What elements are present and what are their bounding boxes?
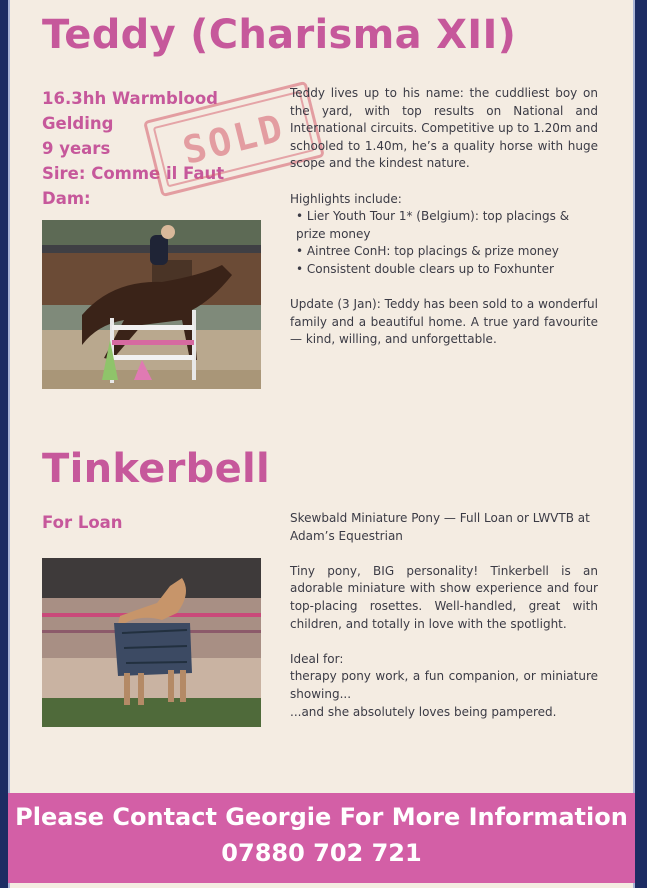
- fact-dam: Dam:: [42, 189, 91, 208]
- fact-sex: Gelding: [42, 114, 114, 133]
- ideal-heading: Ideal for:: [290, 651, 344, 666]
- contact-text: Please Contact Georgie For More Information: [15, 803, 628, 831]
- highlights-heading: Highlights include:: [290, 191, 402, 206]
- list-item: • Lier Youth Tour 1* (Belgium): top placings & prize money: [290, 208, 598, 243]
- ideal-list: therapy pony work, a fun companion, or miniature showing...: [290, 669, 598, 701]
- horse1-description: [290, 85, 598, 367]
- fact-sire: Sire: Comme il Faut: [42, 164, 225, 183]
- horse2-status: For Loan: [42, 513, 123, 532]
- horse1-intro: Teddy lives up to his name: the cuddliest boy on the yard, with top results on National and International circuits. Competitive up to 1.20m and schooled to 1.40m, he’s a quality horse with huge scope and the kindest nature.: [290, 86, 598, 171]
- horse2-description: [290, 510, 598, 739]
- sold-stamp-text: SOLD: [178, 105, 290, 173]
- horse2-pony-photo: [42, 558, 261, 727]
- highlights-list: [290, 208, 598, 278]
- horse2-summary: Skewbald Miniature Pony — Full Loan or LWVTB at Adam’s Equestrian: [290, 511, 590, 543]
- horse1-jumping-photo: [42, 220, 261, 389]
- list-item: • Consistent double clears up to Foxhunter: [290, 261, 598, 279]
- contact-banner: [8, 793, 635, 883]
- flyer-page: [8, 0, 635, 888]
- horse2-details: Tiny pony, BIG personality! Tinkerbell is an adorable miniature with show experience and four top-placing rosettes. Well-handled, great with children, and totally in love with the spotlight.: [290, 563, 598, 631]
- horse1-title: Teddy (Charisma XII): [42, 12, 517, 58]
- list-item: • Aintree ConH: top placings & prize money: [290, 243, 598, 261]
- fact-age: 9 years: [42, 139, 111, 158]
- horse2-title: Tinkerbell: [42, 446, 271, 492]
- contact-phone[interactable]: 07880 702 721: [221, 839, 422, 867]
- horse1-update: Update (3 Jan): Teddy has been sold to a wonderful family and a beautiful home. A true yard favourite — kind, willing, and unforgettable.: [290, 297, 598, 347]
- horse2-closing: ...and she absolutely loves being pampered.: [290, 704, 557, 719]
- fact-height: 16.3hh Warmblood: [42, 89, 218, 108]
